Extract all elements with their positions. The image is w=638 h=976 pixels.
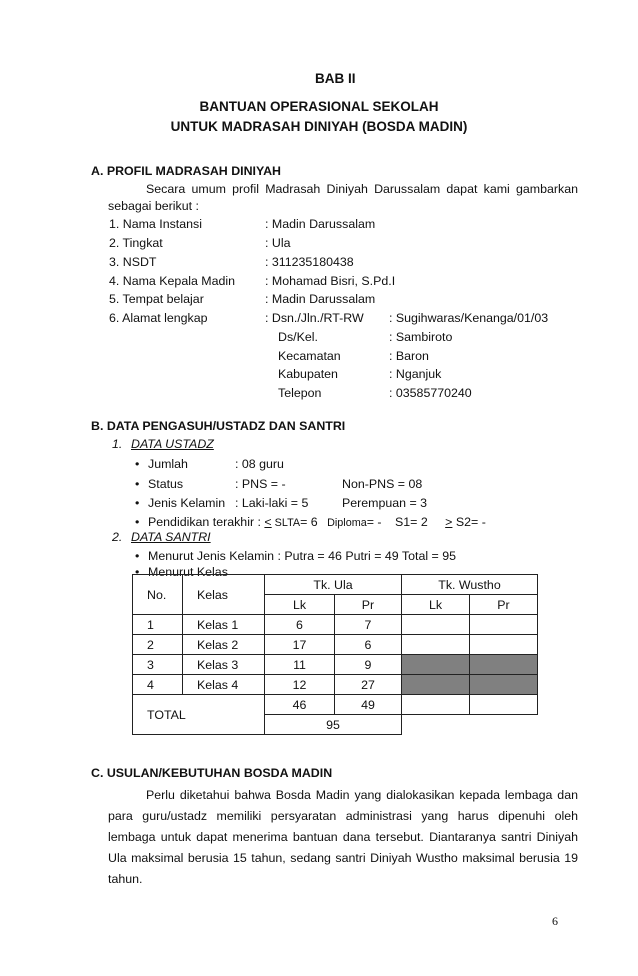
row-wustho-lk-shaded [402, 655, 470, 675]
less-equal-icon: < [264, 515, 272, 529]
bullet-icon: • [135, 565, 140, 579]
ustadz-jumlah-value: : 08 guru [235, 457, 284, 471]
total-wustho-pr [470, 695, 538, 715]
santri-number: 2. [112, 530, 123, 544]
section-c-line1: Perlu diketahui bahwa Bosda Madin yang dialokasikan kepada lembaga dan [146, 788, 578, 802]
grand-total-value: 95 [265, 715, 402, 735]
row-kelas: Kelas 4 [183, 675, 265, 695]
header-tk-wustho: Tk. Wustho [402, 575, 538, 595]
section-c-line5: tahun. [108, 872, 143, 886]
address-value-desa: : Sambiroto [389, 330, 453, 344]
table-row [133, 675, 538, 695]
address-label-kecamatan: Kecamatan [278, 349, 341, 363]
profile-value-3: : 311235180438 [265, 255, 354, 269]
row-ula-lk: 17 [265, 635, 335, 655]
row-wustho-lk-shaded [402, 675, 470, 695]
header-ula-pr: Pr [335, 595, 402, 615]
profile-value-1: : Madin Darussalam [265, 217, 376, 231]
santri-table [132, 574, 538, 735]
bullet-icon: • [135, 477, 140, 491]
address-label-desa: Ds/Kel. [278, 330, 318, 344]
total-row [133, 695, 538, 715]
header-ula-lk: Lk [265, 595, 335, 615]
pendidikan-slta: SLTA [274, 517, 301, 529]
header-kelas: Kelas [183, 575, 265, 615]
profile-label-1: 1. Nama Instansi [109, 217, 202, 231]
santri-title: DATA SANTRI [131, 530, 211, 544]
page-number: 6 [552, 914, 558, 928]
row-ula-pr: 9 [335, 655, 402, 675]
profile-label-4: 4. Nama Kepala Madin [109, 274, 236, 288]
section-c-line2: para guru/ustadz memiliki persyaratan administrasi yang harus dipenuhi oleh [108, 809, 578, 823]
row-no: 4 [133, 675, 183, 695]
bullet-icon: • [135, 457, 140, 471]
address-value-telepon: : 03585770240 [389, 386, 472, 400]
total-wustho-lk [402, 695, 470, 715]
pendidikan-slta-value: = 6 [300, 515, 318, 529]
profile-label-5: 5. Tempat belajar [109, 292, 204, 306]
profile-label-3: 3. NSDT [109, 255, 157, 269]
santri-kelas-line: Menurut Kelas [148, 565, 228, 579]
pendidikan-diploma-value: = - [366, 515, 382, 529]
table-row [133, 655, 538, 675]
row-ula-pr: 27 [335, 675, 402, 695]
row-ula-lk: 12 [265, 675, 335, 695]
bullet-icon: • [135, 496, 140, 510]
profile-value-4: : Mohamad Bisri, S.Pd.I [265, 274, 396, 288]
row-wustho-pr [470, 615, 538, 635]
row-wustho-pr-shaded [470, 655, 538, 675]
ustadz-status-pns: : PNS = - [235, 477, 286, 491]
row-wustho-pr [470, 635, 538, 655]
address-label-kabupaten: Kabupaten [278, 367, 338, 381]
total-ula-pr: 49 [335, 695, 402, 715]
profile-value-6: : Dsn./Jln./RT-RW [265, 311, 364, 325]
section-a-intro-line1: Secara umum profil Madrasah Diniyah Darussalam dapat kami gambarkan [146, 182, 578, 196]
section-a-intro-line2: sebagai berikut : [108, 199, 199, 213]
address-label-telepon: Telepon [278, 386, 322, 400]
ustadz-title: DATA USTADZ [131, 437, 214, 451]
total-label: TOTAL [133, 695, 265, 735]
row-ula-lk: 11 [265, 655, 335, 675]
row-kelas: Kelas 1 [183, 615, 265, 635]
pendidikan-s1: S1= 2 [394, 515, 428, 529]
doc-title-line1: BANTUAN OPERASIONAL SEKOLAH [199, 99, 439, 114]
total-ula-lk: 46 [265, 695, 335, 715]
ustadz-jk-label: Jenis Kelamin [148, 496, 226, 510]
bullet-icon: • [135, 549, 140, 563]
ustadz-status-label: Status [148, 477, 184, 491]
pendidikan-s2: S2= - [455, 515, 486, 529]
bullet-icon: • [135, 515, 140, 529]
ustadz-jumlah-label: Jumlah [148, 457, 188, 471]
ustadz-jk-perempuan: Perempuan = 3 [342, 496, 428, 510]
row-kelas: Kelas 3 [183, 655, 265, 675]
doc-title-line2: UNTUK MADRASAH DINIYAH (BOSDA MADIN) [170, 119, 468, 134]
row-ula-pr: 7 [335, 615, 402, 635]
row-ula-lk: 6 [265, 615, 335, 635]
profile-value-2: : Ula [265, 236, 291, 250]
row-no: 2 [133, 635, 183, 655]
table-row [133, 615, 538, 635]
chapter-title: BAB II [315, 71, 356, 86]
profile-label-6: 6. Alamat lengkap [109, 311, 208, 325]
profile-value-5: : Madin Darussalam [265, 292, 376, 306]
row-wustho-lk [402, 615, 470, 635]
address-value-kabupaten: : Nganjuk [389, 367, 442, 381]
header-no: No. [133, 575, 183, 615]
row-wustho-pr-shaded [470, 675, 538, 695]
empty-cell [402, 715, 538, 735]
row-wustho-lk [402, 635, 470, 655]
header-tk-ula: Tk. Ula [265, 575, 402, 595]
santri-gender-line: Menurut Jenis Kelamin : Putra = 46 Putri = 49 Total = 95 [148, 549, 456, 563]
row-ula-pr: 6 [335, 635, 402, 655]
address-value-kecamatan: : Baron [389, 349, 429, 363]
section-a-heading: A. PROFIL MADRASAH DINIYAH [91, 164, 282, 178]
ustadz-jk-laki: : Laki-laki = 5 [235, 496, 309, 510]
profile-label-2: 2. Tingkat [109, 236, 163, 250]
section-c-heading: C. USULAN/KEBUTUHAN BOSDA MADIN [91, 766, 333, 780]
greater-equal-icon: > [445, 515, 453, 529]
section-c-line4: Ula maksimal berusia 15 tahun, sedang santri Diniyah Wustho maksimal berusia 19 [108, 851, 578, 865]
ustadz-status-nonpns: Non-PNS = 08 [342, 477, 423, 491]
table-row [133, 635, 538, 655]
pendidikan-label: Pendidikan terakhir : [148, 515, 261, 529]
header-wustho-pr: Pr [470, 595, 538, 615]
row-no: 1 [133, 615, 183, 635]
address-dusun-value: : Sugihwaras/Kenanga/01/03 [389, 311, 549, 325]
row-kelas: Kelas 2 [183, 635, 265, 655]
section-b-heading: B. DATA PENGASUH/USTADZ DAN SANTRI [91, 419, 346, 433]
section-c-line3: lembaga untuk dapat menerima bantuan dana tersebut. Diantaranya santri Diniyah [108, 830, 578, 844]
row-no: 3 [133, 655, 183, 675]
ustadz-number: 1. [112, 437, 123, 451]
pendidikan-diploma: Diploma [327, 517, 367, 529]
ustadz-pendidikan-line [148, 515, 486, 529]
header-wustho-lk: Lk [402, 595, 470, 615]
